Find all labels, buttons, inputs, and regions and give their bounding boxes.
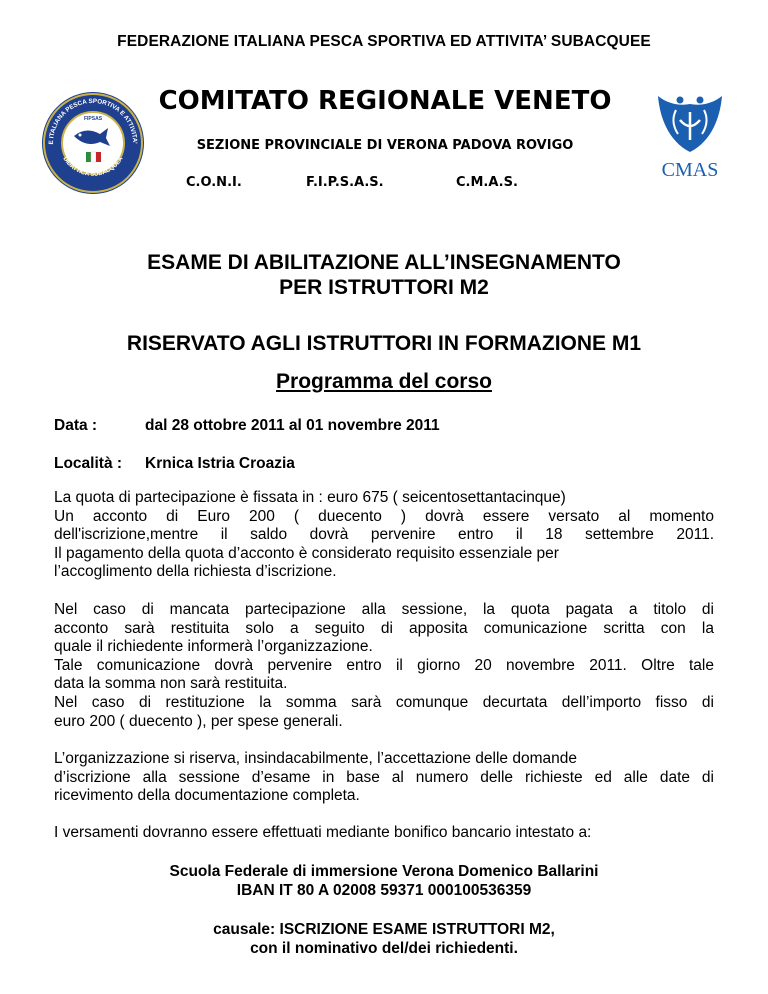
fee-line-2: Un acconto di Euro 200 ( duecento ) dovrà essere versato al momento xyxy=(54,507,714,525)
exam-title xyxy=(0,250,768,300)
seal-bottom-text: DIDATTICA SUBACQUEA xyxy=(61,156,125,178)
paragraph-fee xyxy=(54,489,714,582)
paragraph-acceptance xyxy=(54,750,714,806)
bank-iban: IBAN IT 80 A 02008 59371 000100536359 xyxy=(236,882,532,899)
org-cmas: C.M.A.S. xyxy=(456,175,518,190)
cmas-logo-text: CMAS xyxy=(661,159,719,181)
causale-line-1: causale: ISCRIZIONE ESAME ISTRUTTORI M2, xyxy=(213,921,555,938)
programma-heading: Programma del corso xyxy=(276,370,492,393)
refund-line-1: Nel caso di mancata partecipazione alla sessione, la quota pagata a titolo di xyxy=(54,601,714,618)
exam-title-line1: ESAME DI ABILITAZIONE ALL’INSEGNAMENTO xyxy=(147,251,621,274)
refund-line-5: data la somma non sarà restituita. xyxy=(54,675,288,693)
localita-value: Krnica Istria Croazia xyxy=(145,455,295,472)
refund-line-4: Tale comunicazione dovrà pervenire entro il giorno 20 novembre 2011. Oltre tale xyxy=(54,656,714,674)
paragraph-refund xyxy=(54,601,714,731)
cmas-diver-logo-icon xyxy=(650,90,730,185)
bank-block xyxy=(0,862,768,900)
acceptance-line-2: d’iscrizione alla sessione d’esame in base al numero delle richieste ed alle date di xyxy=(54,768,714,786)
fipsas-seal-icon xyxy=(40,90,146,196)
seal-ring-text: E ITALIANA PESCA SPORTIVA E ATTIVITA’ xyxy=(47,97,139,145)
data-label: Data : xyxy=(54,417,98,434)
org-fipsas: F.I.P.S.A.S. xyxy=(306,175,384,190)
seal-center-text: FIPSAS xyxy=(83,116,103,122)
localita-label: Località : xyxy=(54,455,123,472)
federation-header: FEDERAZIONE ITALIANA PESCA SPORTIVA ED ATTIVITA’ SUBACQUEE xyxy=(117,33,651,50)
data-value: dal 28 ottobre 2011 al 01 novembre 2011 xyxy=(145,417,440,434)
refund-line-2: acconto sarà restituita solo a seguito di apposita comunicazione scritta con la xyxy=(54,619,714,637)
paragraph-payment: I versamenti dovranno essere effettuati mediante bonifico bancario intestato a: xyxy=(54,824,592,841)
sezione-subtitle: SEZIONE PROVINCIALE DI VERONA PADOVA ROVIGO xyxy=(196,138,574,153)
org-coni: C.O.N.I. xyxy=(186,175,242,190)
causale-line-2: con il nominativo del/dei richiedenti. xyxy=(250,940,518,957)
refund-line-6: Nel caso di restituzione la somma sarà comunque decurtata dell’importo fisso di xyxy=(54,693,714,711)
bank-name: Scuola Federale di immersione Verona Domenico Ballarini xyxy=(169,863,599,880)
acceptance-line-3: ricevimento della documentazione completa. xyxy=(54,787,360,805)
reserved-heading: RISERVATO AGLI ISTRUTTORI IN FORMAZIONE M1 xyxy=(126,332,642,355)
comitato-title: COMITATO REGIONALE VENETO xyxy=(158,86,612,116)
fee-line-5: l’accoglimento della richiesta d’iscrizione. xyxy=(54,563,337,581)
exam-title-line2: PER ISTRUTTORI M2 xyxy=(279,276,489,299)
fee-line-3: dell'iscrizione,mentre il saldo dovrà pervenire entro il 18 settembre 2011. xyxy=(54,526,714,544)
causale-block xyxy=(0,920,768,958)
refund-line-3: quale il richiedente informerà l’organizzazione. xyxy=(54,638,373,656)
fee-line-1: La quota di partecipazione è fissata in : euro 675 ( seicentosettantacinque) xyxy=(54,489,566,506)
fee-line-4: Il pagamento della quota d’acconto è considerato requisito essenziale per xyxy=(54,544,559,562)
refund-line-7: euro 200 ( duecento ), per spese generali. xyxy=(54,712,343,730)
acceptance-line-1: L’organizzazione si riserva, insindacabilmente, l’accettazione delle domande xyxy=(54,750,577,767)
